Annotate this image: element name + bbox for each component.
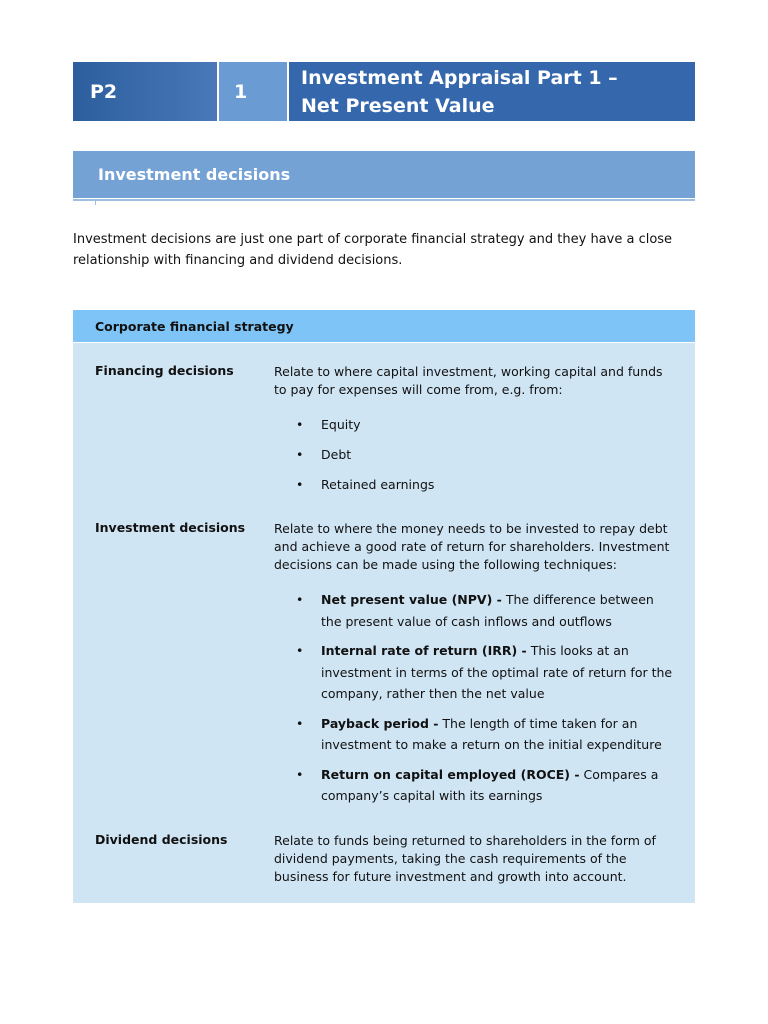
investment-techniques-list [274, 589, 674, 815]
financing-label: Financing decisions [95, 363, 234, 378]
technique-desc: The difference between the present value of cash inflows and outflows [321, 592, 654, 629]
technique-term: Internal rate of return (IRR) - [321, 643, 527, 658]
financing-list [274, 416, 674, 506]
list-item: • Retained earnings [274, 476, 674, 506]
technique-desc: Compares a company’s capital with its earnings [321, 766, 659, 803]
technique-desc: This looks at an investment in terms of the optimal rate of return for the company, rather then the net value [321, 643, 673, 701]
page-header [73, 62, 695, 121]
section-heading: Investment decisions [73, 151, 695, 198]
intro-paragraph: Investment decisions are just one part of corporate financial strategy and they have a close relationship with financing and dividend decisions. [73, 232, 673, 268]
list-item: • Equity [274, 416, 674, 446]
dividend-label: Dividend decisions [95, 832, 228, 847]
table-heading: Corporate financial strategy [73, 310, 695, 342]
page-title [289, 62, 695, 121]
investment-label: Investment decisions [95, 520, 246, 535]
technique-term: Return on capital employed (ROCE) - [321, 766, 580, 782]
technique-term: Payback period - [321, 715, 439, 731]
financing-text: Relate to where capital investment, working capital and funds to pay for expenses will come from, e.g. from: [274, 364, 663, 397]
page-title-line-2: Net Present Value [301, 94, 495, 117]
list-item [274, 764, 674, 807]
unit-code: P2 [73, 62, 217, 121]
section-divider-tick [95, 199, 96, 205]
technique-term: Net present value (NPV) - [321, 592, 502, 607]
list-item: • Debt [274, 446, 674, 476]
dividend-text: Relate to funds being returned to shareholders in the form of dividend payments, taking the cash requirements of the business for future investment and growth into account. [274, 833, 656, 884]
list-item [274, 589, 674, 632]
technique-desc: The length of time taken for an investment to make a return on the initial expenditure [321, 715, 662, 752]
page-title-line-1: Investment Appraisal Part 1 – [301, 66, 618, 89]
unit-number: 1 [219, 62, 287, 121]
list-item [274, 640, 674, 705]
list-item [274, 713, 674, 756]
section-divider [73, 199, 695, 201]
investment-text: Relate to where the money needs to be invested to repay debt and achieve a good rate of return for shareholders. Investment decisions can be made using the following techniques: [274, 521, 670, 572]
